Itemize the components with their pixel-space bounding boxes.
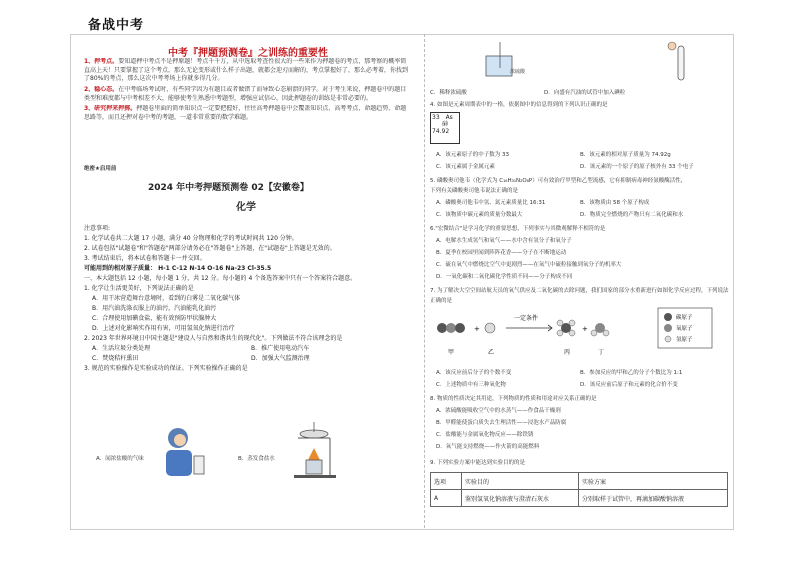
q2-options-row <box>84 344 410 353</box>
q7-option-a: A．该反应前后分子的个数不变 <box>436 370 512 376</box>
logo-text: 备战中考 <box>88 18 145 33</box>
table-header-cell: 实验方案 <box>579 473 728 490</box>
element-cell <box>430 112 460 144</box>
svg-text:+: + <box>582 325 588 333</box>
promo-item-head: 2、稳心态。 <box>84 86 119 94</box>
q2-option-c: C．焚烧秸秆熏田 <box>92 355 139 362</box>
q4-option-a: A．该元素原子的中子数为 33 <box>436 152 510 158</box>
promo-item-text: 要知道押中考点不是押原题！考点千千万，从中选取考查性很大的一些来作为押题卷的考点，那考察的概率简直高上天！只要掌握了这个考点，那么无论变形或什么样子出题，就都会迎刃而解的，考点掌握好了，那么必考着，你找到了80%的考点，那么这次中考考场上你就多得几分。 <box>84 58 409 83</box>
table-cell: 鉴别氢氧化钠溶液与澄清石灰水 <box>462 490 579 507</box>
test-tube-icon <box>678 46 684 80</box>
promo-item <box>84 86 410 103</box>
q2-options-row <box>84 354 410 363</box>
q1-option-d: D．上述对化影响实作用有害，可用氢氧化钠进行治疗 <box>92 325 235 332</box>
q3-option-b: B．蒸发食盐水 <box>238 456 275 462</box>
legend-oxygen: 氧原子 <box>676 326 693 332</box>
molecule-bing <box>557 320 575 336</box>
flame-icon <box>308 448 320 460</box>
table-header-cell: 选项 <box>431 473 462 490</box>
q4-option-b: B．该元素的相对原子质量为 74.92g <box>580 152 671 158</box>
section-heading: 一、本大题包括 12 小题，每小题 1 分，共 12 分。每小题的 4 个备选答案中只有一个答案符合题意。 <box>84 275 357 282</box>
label-bing: 丙 <box>564 349 571 356</box>
q5-option-b: B．该物质由 58 个原子构成 <box>580 200 650 206</box>
question-5-stem-2: 下列有关磷酸奥司他韦说法正确的是 <box>430 188 519 194</box>
promo-item <box>84 58 410 84</box>
atomic-number: 33 <box>432 114 440 121</box>
q8-option-d: D．氧气能支持燃烧——作火箭的高能燃料 <box>436 444 540 450</box>
question-6-stem: 6."宏微结合"是学习化学的重要思想，下列事实与其微观解释不相符的是 <box>430 226 606 232</box>
hydrogen-legend-icon <box>665 336 671 342</box>
q5-option-d: D．物质完全燃烧的产物只有二氧化碳和水 <box>580 212 684 218</box>
notes-label: 注意事项: <box>84 225 111 232</box>
question-3-stem: 3. 规范的实验操作是实验成功的保证。下列实验操作正确的是 <box>84 365 248 372</box>
logo <box>88 14 150 40</box>
q5-option-a: A．磷酸奥司他韦中氢、氮元素质量比 16:31 <box>436 200 546 206</box>
q1-option-b: B．用汽油洗涤衣服上的油污，汽油能乳化油污 <box>92 305 217 312</box>
subject-title: 化学 <box>236 202 256 213</box>
q2-option-a: A．生活垃圾分类处理 <box>92 345 151 352</box>
q7-option-c: C．上述物质中有三种氧化物 <box>436 382 506 388</box>
reaction-condition: 一定条件 <box>514 315 539 322</box>
bottle-icon <box>194 456 204 474</box>
secret-label: 绝密★启用前 <box>84 166 117 172</box>
table-header-row <box>431 473 728 490</box>
smelling-figure <box>150 424 210 480</box>
column-divider <box>424 34 425 528</box>
q4-option-c: C．该元素属于金属元素 <box>436 164 495 170</box>
lamp-icon <box>306 460 322 474</box>
q2-option-b: B．推广使用电动汽车 <box>251 345 310 352</box>
notes-item: 1. 化学试卷共二大题 17 小题，满分 40 分物理和化学的考试时间共 120 分钟。 <box>84 235 298 242</box>
label-yi: 乙 <box>488 349 495 356</box>
promo-item-head: 1、押考点。 <box>84 58 119 65</box>
promo-item <box>84 105 410 122</box>
question-7-stem-2: 正确的是 <box>430 298 453 304</box>
body-icon <box>166 450 192 476</box>
question-2-stem: 2. 2023 年世界环境日中国主题是"建设人与自然和谐共生的现代化"。下列做法不符合该理念的是 <box>84 335 343 342</box>
table-cell: A <box>431 490 462 507</box>
question-5-stem: 5. 磷酸奥司他韦（化学式为 C₁₆H₃₁N₂O₈P）可有效治疗甲型和乙型流感，它有抑制病毒神经氨酸酶活性， <box>430 178 687 184</box>
q5-option-c: C．该物质中碳元素的质量分数最大 <box>436 212 523 218</box>
q3-option-c: C．稀释浓硫酸 <box>430 90 467 96</box>
left-column-content <box>84 224 410 374</box>
q3-option-a: A．闻浓盐酸的气味 <box>96 456 144 462</box>
molecule-ding <box>591 323 609 336</box>
element-name: 砷 <box>441 121 448 129</box>
q7-option-d: D．该反应前后原子和元素的化合价不变 <box>580 382 678 388</box>
q8-option-a: A．浓硫酸能吸收空气中的水蒸气——作食品干燥剂 <box>436 408 561 414</box>
promo-body <box>84 58 410 124</box>
q3-option-d: D．向盛有汽油的试管中加入碘粒 <box>544 90 626 96</box>
beaker-icon <box>486 56 512 76</box>
table-header-cell: 实验目的 <box>462 473 579 490</box>
promo-title: 中考『押题预测卷』之训练的重要性 <box>168 48 328 59</box>
legend-hydrogen: 氢原子 <box>676 337 693 343</box>
reaction-diagram <box>430 306 730 358</box>
exam-title: 2024 年中考押题预测卷 02【安徽卷】 <box>148 183 309 193</box>
q6-option-d: D．一氧化碳和二氧化碳化学性质不同——分子构成不同 <box>436 274 573 280</box>
oxygen-legend-icon <box>664 324 672 332</box>
q6-option-c: C．硫在氧气中燃烧比空气中更剧烈——在氧气中硫粒接触到氧分子的机率大 <box>436 262 622 268</box>
q8-option-b: B．甲醛能使蛋白质失去生理活性——浸泡水产品防腐 <box>436 420 567 426</box>
table-cell: 分别取样于试管中，再滴加碳酸钠溶液 <box>579 490 728 507</box>
molecule-jia <box>437 323 465 333</box>
molecule-yi <box>485 323 495 333</box>
table-row <box>431 490 728 507</box>
q8-option-c: C．盐酸能与金属氧化物反应——除铁锈 <box>436 432 534 438</box>
q7-option-b: B．参加反应的甲和乙的分子个数比为 1:1 <box>580 370 683 376</box>
evaporation-figure <box>290 420 340 480</box>
promo-item-head: 3、研究押来押掷。 <box>84 105 137 113</box>
q6-option-a: A．电解水生成氢气和氧气——水中含有氢分子和氧分子 <box>436 238 572 244</box>
question-7-stem: 7. 为了解决大空空间站航天员的氧气供应及二氧化碳的去除问题，我们国家的部分水重新进行如图化学反应过程，下列说法 <box>430 288 729 294</box>
carbon-legend-icon <box>664 313 672 321</box>
element-symbol: As <box>445 114 453 121</box>
promo-item-text: 在中考临场考试时，有些同学因为有题目或者做错了而导致心态崩溃的同学。对于考生来说，押题卷中的题目类型和难度都与中考相差不大，能够使考生熟悉中考题型，增强应试信心，因此押题卷的训练是非常必要的。 <box>84 86 407 102</box>
face-icon <box>174 434 186 446</box>
question-8-stem: 8. 物质的性质决定其用途，下列物质的性质和用途对应关系正确的是 <box>430 396 597 402</box>
q4-option-d: D．该元素的一个原子的原子核外有 33 个电子 <box>580 164 694 170</box>
base-icon <box>294 475 336 478</box>
question-9-stem: 9. 下列实验方案中能达到实验目的的是 <box>430 460 525 466</box>
hand-icon <box>668 42 676 50</box>
element-mass: 74.92 <box>432 128 450 136</box>
q1-option-c: C．合理使用加碘食盐，能有效预防甲状腺肿大 <box>92 315 217 322</box>
experiment-table <box>430 472 728 507</box>
q6-option-b: B．夏季在校园里闻到阵阵花香——分子在不断地运动 <box>436 250 567 256</box>
q2-option-d: D．加强大气监测治理 <box>251 355 310 362</box>
q1-option-a: A．用干冰营造舞台意境时，看到的白雾是二氧化碳气体 <box>92 295 241 302</box>
question-4-stem: 4. 如图是元素周期表中的一格，依据图中的信息得到的下列认识正确的是 <box>430 102 608 108</box>
label-ding: 丁 <box>598 349 605 356</box>
test-tube-figure <box>664 40 694 84</box>
legend-carbon: 碳原子 <box>676 315 693 321</box>
notes-item: 3. 考试结束后，将本试卷和答题卡一并交回。 <box>84 255 206 262</box>
svg-text:+: + <box>474 325 480 333</box>
question-1-stem: 1. 化学让生活更美好，下列说法正确的是 <box>84 285 194 292</box>
notes-item: 2. 试卷包括"试题卷"和"答题卷"两部分请务必在"答题卷"上答题，在"试题卷"上答题是无效的。 <box>84 245 336 252</box>
promo-item-text: 押题卷里面的简单知识点一定要把握好，往往高考押题卷中会覆盖知识点、高考考点、命题趋势、命题思路等，而且还押对卷中考的考题，一道非常重要的数学难题。 <box>84 105 407 122</box>
atomic-masses: 可能用到的相对原子质量： H-1 C-12 N-14 O-16 Na-23 Cl-35.5 <box>84 265 272 272</box>
label-jia: 甲 <box>448 349 455 356</box>
sulfuric-acid-label: 浓硫酸 <box>510 69 526 75</box>
